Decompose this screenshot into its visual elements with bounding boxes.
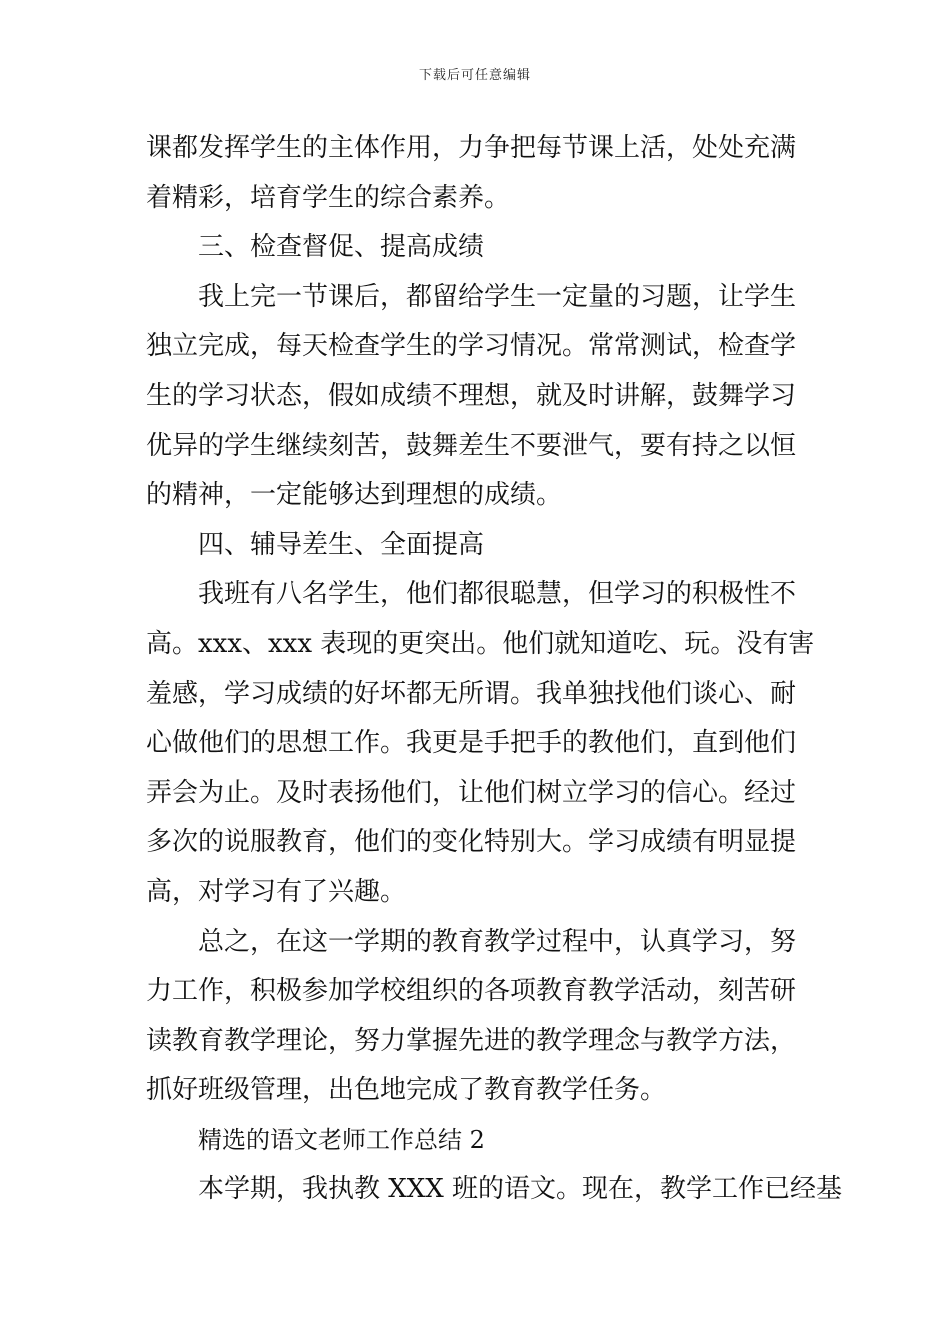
text-line: 力工作，积极参加学校组织的各项教育教学活动，刻苦研	[146, 976, 797, 1007]
document-body	[146, 124, 843, 1215]
text-line: 生的学习状态，假如成绩不理想，就及时讲解，鼓舞学习	[146, 380, 797, 411]
text-line: 独立完成，每天检查学生的学习情况。常常测试，检查学	[146, 331, 797, 362]
article-title: 精选的语文老师工作总结 2	[198, 1125, 485, 1154]
text-line: 的精神，一定能够达到理想的成绩。	[146, 480, 563, 511]
paragraph-start: 本学期，我执教 XXX 班的语文。现在，教学工作已经基	[198, 1174, 843, 1205]
paragraph-start: 总之，在这一学期的教育教学过程中，认真学习，努	[198, 926, 797, 957]
text-line: 高。xxx、xxx 表现的更突出。他们就知道吃、玩。没有害	[146, 628, 815, 659]
section-heading: 三、检查督促、提高成绩	[198, 232, 485, 263]
text-line: 多次的说服教育，他们的变化特别大。学习成绩有明显提	[146, 827, 797, 858]
text-line: 抓好班级管理，出色地完成了教育教学任务。	[146, 1075, 667, 1106]
text-line: 读教育教学理论，努力掌握先进的教学理念与教学方法，	[146, 1025, 797, 1056]
text-line: 弄会为止。及时表扬他们，让他们树立学习的信心。经过	[146, 777, 797, 808]
text-line: 羞感，学习成绩的好坏都无所谓。我单独找他们谈心、耐	[146, 678, 797, 709]
text-line: 优异的学生继续刻苦，鼓舞差生不要泄气，要有持之以恒	[146, 430, 797, 461]
paragraph-start: 我班有八名学生，他们都很聪慧，但学习的积极性不	[198, 579, 797, 610]
text-line: 心做他们的思想工作。我更是手把手的教他们，直到他们	[146, 728, 797, 759]
page-header: 下载后可任意编辑	[418, 68, 531, 83]
paragraph-start: 我上完一节课后，都留给学生一定量的习题，让学生	[198, 281, 797, 312]
text-line: 高，对学习有了兴趣。	[146, 876, 407, 907]
section-heading: 四、辅导差生、全面提高	[198, 529, 485, 560]
text-line: 着精彩，培育学生的综合素养。	[146, 182, 511, 213]
text-line: 课都发挥学生的主体作用，力争把每节课上活，处处充满	[146, 133, 797, 163]
